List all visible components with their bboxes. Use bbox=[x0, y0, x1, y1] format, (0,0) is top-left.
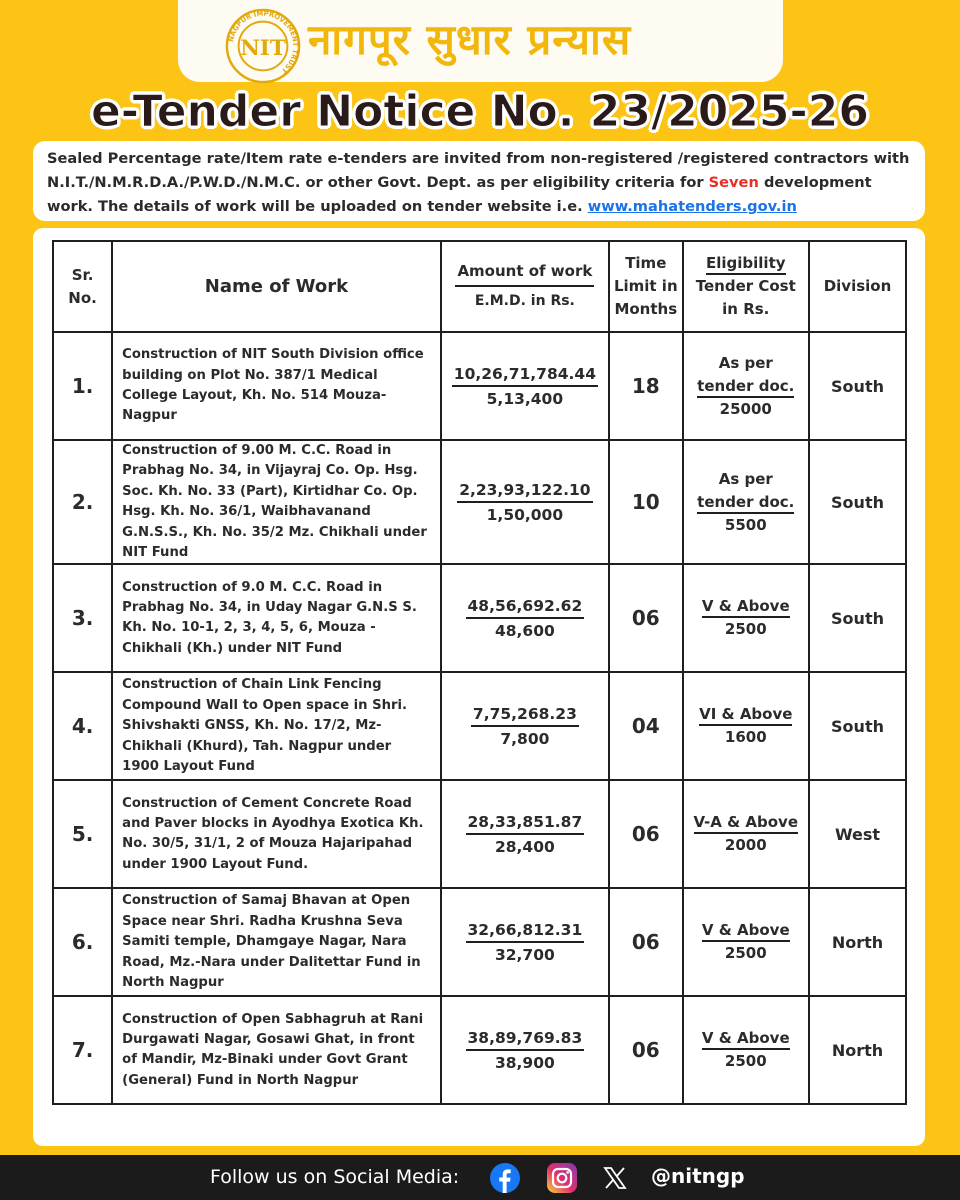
table-row bbox=[53, 888, 906, 996]
amount-of-work: 38,89,769.83 bbox=[466, 1029, 585, 1051]
header-time bbox=[609, 241, 682, 332]
header-division: Division bbox=[809, 241, 906, 332]
serial-number: 7. bbox=[53, 996, 112, 1104]
amount-cell bbox=[441, 672, 609, 780]
eligibility-class: V & Above bbox=[702, 597, 790, 618]
table-header-row bbox=[53, 241, 906, 332]
tender-cost: 2500 bbox=[724, 1052, 767, 1071]
serial-number: 2. bbox=[53, 440, 112, 564]
work-name: Construction of Open Sabhagruh at Rani Durgawati Nagar, Gosawi Ghat, in front of Mandir, Mz-Binaki under Govt Grant (General) Fund in North Nagpur bbox=[112, 996, 441, 1104]
tender-cost: 1600 bbox=[724, 728, 767, 747]
header-elig-line1: Eligibility bbox=[706, 254, 786, 275]
instagram-icon[interactable] bbox=[547, 1163, 577, 1193]
header-name-of-work: Name of Work bbox=[112, 241, 441, 332]
tender-cost: 2000 bbox=[724, 836, 767, 855]
seal-ring-text: NAGPUR IMPROVEMENT TRUST bbox=[227, 9, 300, 75]
emd-amount: 28,400 bbox=[494, 837, 555, 856]
org-name-title: नागपूर सुधार प्रन्यास bbox=[308, 15, 632, 64]
division: South bbox=[809, 564, 906, 672]
header-sr-line1: Sr. bbox=[71, 265, 94, 284]
footer-bar bbox=[0, 1155, 960, 1200]
work-name: Construction of Cement Concrete Road and Paver blocks in Ayodhya Exotica Kh. No. 30/5, 31/1, 2 of Mouza Hajaripahad under 1900 Layout Fund. bbox=[112, 780, 441, 888]
division: North bbox=[809, 888, 906, 996]
amount-of-work: 32,66,812.31 bbox=[466, 921, 585, 943]
header-time-line3: Months bbox=[614, 300, 678, 318]
eligibility-cell bbox=[683, 564, 810, 672]
division: North bbox=[809, 996, 906, 1104]
emd-amount: 38,900 bbox=[494, 1053, 555, 1072]
time-limit: 10 bbox=[609, 440, 682, 564]
table-row bbox=[53, 996, 906, 1104]
eligibility-line2: tender doc. bbox=[697, 377, 794, 398]
emd-amount: 5,13,400 bbox=[486, 389, 564, 408]
seal-letters: NIT bbox=[240, 35, 286, 61]
table-row bbox=[53, 780, 906, 888]
header-sr bbox=[53, 241, 112, 332]
work-name: Construction of 9.0 M. C.C. Road in Prabhag No. 34, in Uday Nagar G.N.S S. Kh. No. 10-1, 2, 3, 4, 5, 6, Mouza -Chikhali (Kh.) under NIT Fund bbox=[112, 564, 441, 672]
social-handle[interactable]: @nitngp bbox=[651, 1164, 745, 1188]
x-icon[interactable] bbox=[600, 1163, 630, 1193]
amount-of-work: 28,33,851.87 bbox=[466, 813, 585, 835]
amount-cell bbox=[441, 996, 609, 1104]
amount-cell bbox=[441, 440, 609, 564]
serial-number: 5. bbox=[53, 780, 112, 888]
division: South bbox=[809, 672, 906, 780]
eligibility-cell bbox=[683, 440, 810, 564]
serial-number: 4. bbox=[53, 672, 112, 780]
tender-cost: 5500 bbox=[724, 515, 767, 534]
header-time-line2: Limit in bbox=[613, 277, 678, 295]
emd-amount: 7,800 bbox=[500, 729, 550, 748]
eligibility-class: V-A & Above bbox=[694, 813, 798, 834]
tender-cost: 2500 bbox=[724, 620, 767, 639]
amount-of-work: 7,75,268.23 bbox=[471, 705, 579, 727]
notice-title: e-Tender Notice No. 23/2025-26 bbox=[90, 86, 870, 137]
facebook-icon[interactable] bbox=[490, 1163, 520, 1193]
amount-cell bbox=[441, 564, 609, 672]
work-name: Construction of NIT South Division office building on Plot No. 387/1 Medical College Layout, Kh. No. 514 Mouza-Nagpur bbox=[112, 332, 441, 440]
eligibility-line1: As per bbox=[718, 469, 773, 488]
emd-amount: 48,600 bbox=[494, 621, 555, 640]
eligibility-line1: As per bbox=[718, 353, 773, 372]
header-amount-line1: Amount of work bbox=[455, 260, 594, 287]
time-limit: 04 bbox=[609, 672, 682, 780]
emd-amount: 1,50,000 bbox=[486, 505, 564, 524]
amount-cell bbox=[441, 332, 609, 440]
table-row bbox=[53, 672, 906, 780]
header-eligibility bbox=[683, 241, 810, 332]
header-card bbox=[178, 0, 783, 82]
division: South bbox=[809, 440, 906, 564]
intro-text-1: Sealed Percentage rate/Item rate e-tenders are invited from non-registered /registered contractors with N.I.T./N.M.R.D.A./P.W.D./N.M.C. or other Govt. Dept. as per eligibility criteria for bbox=[47, 150, 910, 191]
table-card bbox=[33, 228, 925, 1146]
table-row bbox=[53, 440, 906, 564]
nit-seal-logo bbox=[224, 7, 302, 85]
division: South bbox=[809, 332, 906, 440]
time-limit: 06 bbox=[609, 996, 682, 1104]
table-row bbox=[53, 332, 906, 440]
time-limit: 06 bbox=[609, 888, 682, 996]
eligibility-cell bbox=[683, 780, 810, 888]
serial-number: 1. bbox=[53, 332, 112, 440]
work-name: Construction of 9.00 M. C.C. Road in Prabhag No. 34, in Vijayraj Co. Op. Hsg. Soc. Kh. No. 33 (Part), Kirtidhar Co. Op. Hsg. Kh. No. 36/1, Waibhavanand G.N.S.S., Kh. No. 35/2 Mz. Chikhali under NIT Fund bbox=[112, 440, 441, 564]
eligibility-cell bbox=[683, 996, 810, 1104]
work-name: Construction of Chain Link Fencing Compound Wall to Open space in Shri. Shivshakti GNSS, Kh. No. 17/2, Mz-Chikhali (Khurd), Tah. Nagpur under 1900 Layout Fund bbox=[112, 672, 441, 780]
serial-number: 3. bbox=[53, 564, 112, 672]
tender-table bbox=[52, 240, 907, 1105]
header-sr-line2: No. bbox=[68, 288, 97, 307]
time-limit: 06 bbox=[609, 780, 682, 888]
eligibility-class: V & Above bbox=[702, 1029, 790, 1050]
tender-cost: 2500 bbox=[724, 944, 767, 963]
intro-paragraph bbox=[33, 141, 925, 221]
follow-text: Follow us on Social Media: bbox=[210, 1166, 460, 1188]
header-amount bbox=[441, 241, 609, 332]
amount-cell bbox=[441, 888, 609, 996]
amount-of-work: 2,23,93,122.10 bbox=[457, 481, 592, 503]
eligibility-cell bbox=[683, 332, 810, 440]
eligibility-class: VI & Above bbox=[699, 705, 792, 726]
header-elig-line3: in Rs. bbox=[722, 300, 770, 318]
amount-of-work: 10,26,71,784.44 bbox=[452, 365, 598, 387]
eligibility-cell bbox=[683, 888, 810, 996]
tender-website-link[interactable]: www.mahatenders.gov.in bbox=[587, 198, 797, 215]
emd-amount: 32,700 bbox=[494, 945, 555, 964]
eligibility-line2: tender doc. bbox=[697, 493, 794, 514]
division: West bbox=[809, 780, 906, 888]
eligibility-class: V & Above bbox=[702, 921, 790, 942]
tender-cost: 25000 bbox=[719, 399, 772, 418]
table-row bbox=[53, 564, 906, 672]
serial-number: 6. bbox=[53, 888, 112, 996]
work-name: Construction of Samaj Bhavan at Open Space near Shri. Radha Krushna Seva Samiti temple, Dhamgaye Nagar, Nara Road, Mz.-Nara under Dalitettar Fund in North Nagpur bbox=[112, 888, 441, 996]
intro-highlight: Seven bbox=[708, 174, 759, 191]
amount-cell bbox=[441, 780, 609, 888]
time-limit: 06 bbox=[609, 564, 682, 672]
header-amount-line2: E.M.D. in Rs. bbox=[474, 293, 575, 309]
eligibility-cell bbox=[683, 672, 810, 780]
header-time-line1: Time bbox=[625, 254, 667, 272]
intro-text-2: development work. The details of work will be uploaded on tender website i.e. bbox=[47, 174, 872, 215]
amount-of-work: 48,56,692.62 bbox=[466, 597, 585, 619]
time-limit: 18 bbox=[609, 332, 682, 440]
header-elig-line2: Tender Cost bbox=[695, 277, 796, 295]
